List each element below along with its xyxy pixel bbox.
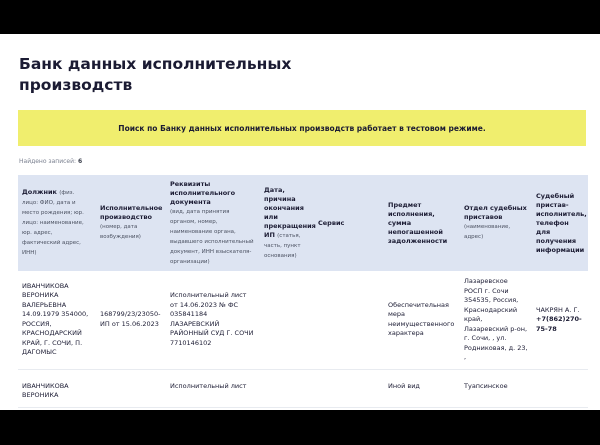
- page-title-line2: производств: [19, 76, 133, 94]
- col-header-document: Реквизиты исполнительного документа (вид, дата принятия органом, номер, наименование органа, выдавшего исполнительный документ, ИНН взыскателя-организации): [166, 175, 260, 271]
- cell-debtor: ИВАНЧИКОВА ВЕРОНИКА ВАЛЕРЬЕВНА 14.09.1979 354000, РОССИЯ, КРАСНОДАРСКИЙ КРАЙ, Г. СОЧИ, П. ДАГОМЫС: [18, 271, 96, 369]
- records-found-label: Найдено записей:: [19, 158, 77, 165]
- col-header-bailiff: Судебный пристав-исполнитель, телефон для получения информации: [532, 175, 588, 271]
- col-header-subject: Предмет исполнения, сумма непогашенной задолженности: [384, 175, 460, 271]
- cell-subject: Иной вид: [384, 369, 460, 407]
- cell-bailiff: [532, 271, 588, 369]
- cell-service: [314, 369, 384, 407]
- page-title-line1: Банк данных исполнительных: [19, 55, 292, 73]
- table-row: [18, 369, 588, 407]
- records-found: [19, 158, 82, 165]
- cell-proceeding: 168799/23/23050-ИП от 15.06.2023: [96, 271, 166, 369]
- cell-end: [260, 271, 314, 369]
- cell-document: Исполнительный лист: [166, 369, 260, 407]
- results-table: [18, 175, 588, 408]
- cell-subject: Обеспечительная мера неимущественного характера: [384, 271, 460, 369]
- cell-department: Лазаревское РОСП г. Сочи 354535, Россия, Краснодарский край, Лазаревский р-он, г. Сочи, , ул. Родниковая, д. 23, ,: [460, 271, 532, 369]
- col-header-department: Отдел судебных приставов (наименование, адрес): [460, 175, 532, 271]
- page: [0, 34, 600, 410]
- cell-document: Исполнительный лист от 14.06.2023 № ФС 035841184 ЛАЗАРЕВСКИЙ РАЙОННЫЙ СУД Г. СОЧИ 7710146102: [166, 271, 260, 369]
- table-row: [18, 271, 588, 369]
- cell-end: [260, 369, 314, 407]
- col-header-proceeding: Исполнительное производство (номер, дата возбуждения): [96, 175, 166, 271]
- records-found-count: 6: [77, 158, 83, 165]
- table-header-row: [18, 175, 588, 271]
- cell-proceeding: [96, 369, 166, 407]
- banner-text: Поиск по Банку данных исполнительных производств работает в тестовом режиме.: [118, 123, 486, 133]
- col-header-end: Дата, причина окончания или прекращения ИП (статья, часть, пункт основания): [260, 175, 314, 271]
- cell-service: [314, 271, 384, 369]
- cell-department: Туапсинское: [460, 369, 532, 407]
- page-title: [19, 54, 291, 96]
- bailiff-phone: +7(862)270-75-78: [536, 315, 582, 333]
- cell-bailiff: [532, 369, 588, 407]
- test-mode-banner: [18, 110, 586, 146]
- col-header-debtor: Должник (физ. лицо: ФИО, дата и место рождения; юр. лицо: наименование, юр. адрес, фактический адрес, ИНН): [18, 175, 96, 271]
- bailiff-name: ЧАКРЯН А. Г.: [536, 305, 580, 314]
- cell-debtor: ИВАНЧИКОВА ВЕРОНИКА: [18, 369, 96, 407]
- col-header-service: Сервис: [314, 175, 384, 271]
